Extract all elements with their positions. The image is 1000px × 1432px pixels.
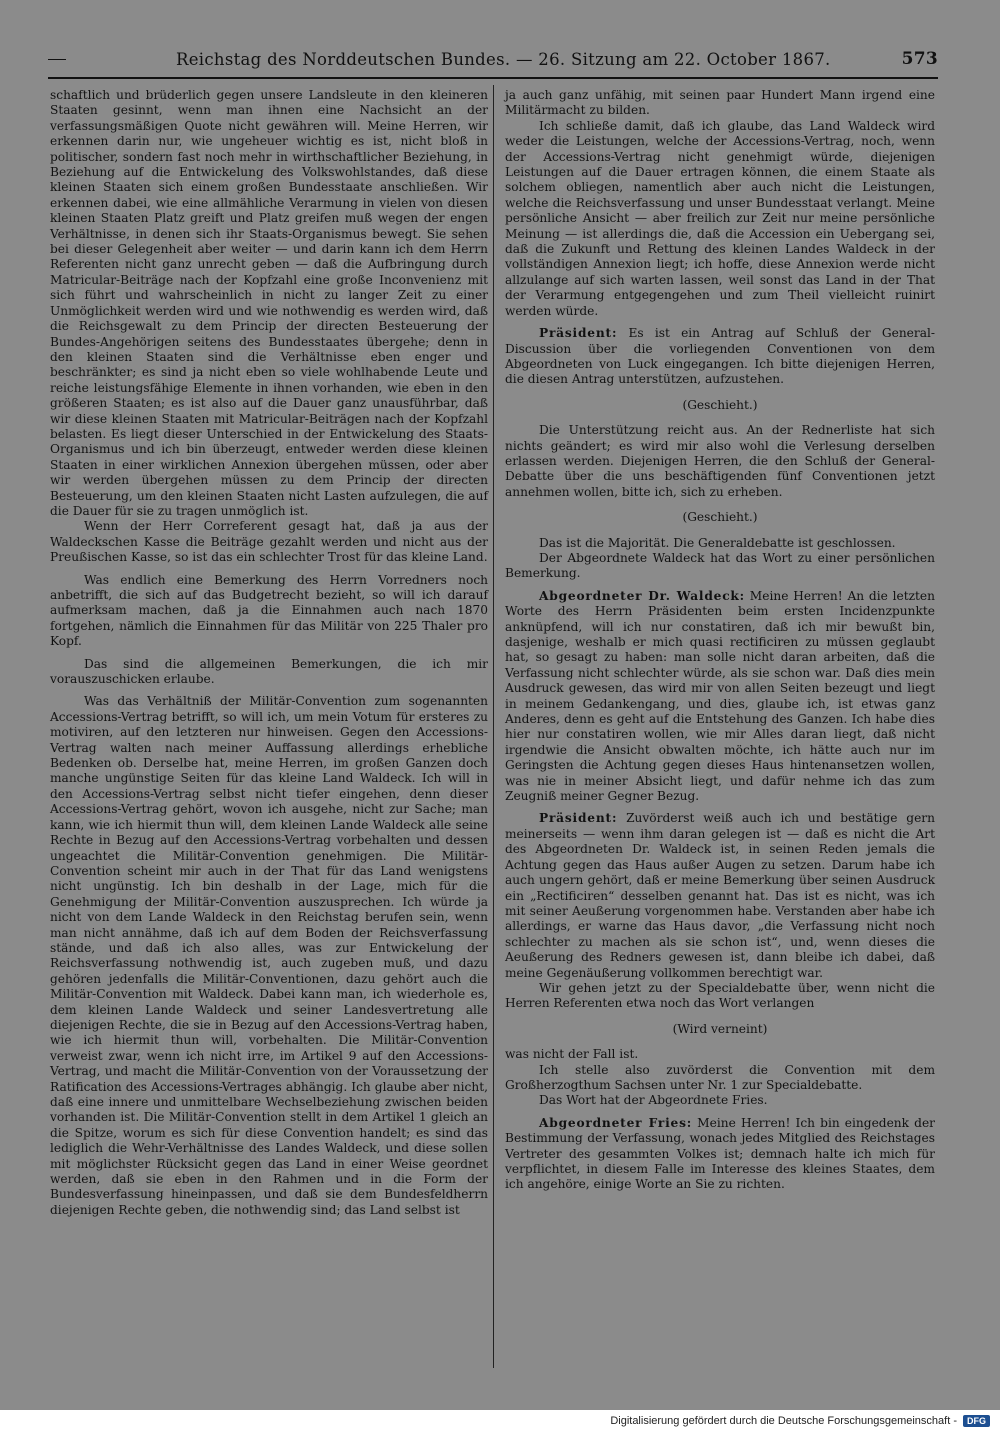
stage-direction: (Geschieht.) bbox=[682, 510, 758, 525]
speech-text: Meine Herren! Ich bin eingedenk der Bestimmung der Verfassung, wonach jedes Mitglied des Reichstages Vertreter des gesammten Volkes ist; demnach halte ich mich für verpflichtet, in diesem Falle im Interesse des kleines Staates, dem ich angehöre, einige Worte an Sie zu richten. bbox=[505, 1115, 935, 1192]
paragraph: Der Abgeordnete Waldeck hat das Wort zu einer persönlichen Bemerkung. bbox=[505, 550, 935, 581]
page-number: 573 bbox=[901, 49, 938, 69]
footer-bar bbox=[0, 1410, 1000, 1432]
paragraph: Wir gehen jetzt zu der Specialdebatte über, wenn nicht die Herren Referenten etwa noch das Wort verlangen bbox=[505, 980, 935, 1011]
page-header bbox=[48, 44, 938, 74]
speech-paragraph bbox=[505, 1116, 935, 1193]
speech-text: Zuvörderst weiß auch ich und bestätige gern meinerseits — wenn ihm daran gelegen ist — daß es nicht die Art des Abgeordneten Dr. Waldeck ist, in seinen Reden jemals die Achtung gegen das Haus außer Augen zu setzen. Darum habe ich auch ungern gehört, daß er meine Bemerkung über seinen Ausdruck ein „Rectificiren“ desselben genannt hat. Das ist es nicht, was ich mit seiner Aeußerung vorgenommen habe. Verstanden aber habe ich allerdings, er warne das Haus davor, „die Verfassung nicht noch schlechter zu machen als sie schon ist“, und, wenn dieses die Aeußerung des Redners gewesen ist, dann bleibe ich dabei, daß meine Gegenäußerung vollkommen berechtigt war. bbox=[505, 811, 935, 980]
paragraph: Das sind die allgemeinen Bemerkungen, die ich mir vorauszuschicken erlaube. bbox=[50, 656, 488, 687]
paragraph: Ich stelle also zuvörderst die Convention mit dem Großherzogthum Sachsen unter Nr. 1 zur Specialdebatte. bbox=[505, 1062, 935, 1092]
footer-credit: Digitalisierung gefördert durch die Deutsche Forschungsgemeinschaft - bbox=[610, 1415, 957, 1427]
paragraph: Das Wort hat der Abgeordnete Fries. bbox=[539, 1093, 768, 1108]
paragraph: Was das Verhältniß der Militär-Convention zum sogenannten Accessions-Vertrag betrifft, so will ich, um mein Votum für ersteres zu motiviren, auf den letzteren nur hinweisen. Gegen den Accessions-Vertrag walten nach meiner Auffassung allerdings erhebliche Bedenken ob. Derselbe hat, meine Herren, im großen Ganzen doch manche ungünstige Seiten für das kleine Land Waldeck. Ich will in den Accessions-Vertrag selbst nicht tiefer eingehen, denn dieser Accessions-Vertrag gehört, wovon ich ausgehe, nicht zur Sache; man kann, wie ich hiermit thun will, dem kleinen Lande Waldeck alle seine Rechte in Bezug auf den Accessions-Vertrag vorbehalten und dessen ungeachtet die Militär-Convention genehmigen. Die Militär-Convention scheint mir auch in der That für das Land wenigstens nicht ungünstig. Ich bin deshalb in der Lage, mich für die Genehmigung der Militär-Convention auszusprechen. Ich würde ja nicht von dem Lande Waldeck in den Reichstag berufen sein, wenn man nicht annähme, daß ich auf dem Boden der Reichsverfassung stände, und daß ich also alles, was zur Entwickelung der Reichsverfassung nothwendig ist, auch zugeben muß, und dazu gehören jedenfalls die Militär-Conventionen, dazu gehört auch die Militär-Convention mit Waldeck. Dabei kann man, ich wiederhole es, dem kleinen Lande Waldeck und seiner Landesvertretung alle diejenigen Rechte, die sie in Bezug auf den Accessions-Vertrag haben, wie ich hiermit thun will, vorbehalten. Die Militär-Convention verweist zwar, wenn ich nicht irre, im Artikel 9 auf den Accessions-Vertrag, und macht die Militär-Convention von der Voraussetzung der Ratification des Accessions-Vertrages abhängig. Ich glaube aber nicht, daß eine innere und unmittelbare Wechselbeziehung zwischen beiden vorhanden ist. Die Militär-Convention stellt in dem Artikel 1 gleich an die Spitze, worum es sich für diese Convention handelt; es sind das lediglich die Wehr-Verhältnisse des Landes Waldeck, und diese sollen mit möglichster Rücksicht gegen das Land in einer Weise geordnet werden, daß sie eben in den Rahmen und in die Form der Bundesverfassung hineinpassen, und daß sie dem Bundesfeldherrn diejenigen Rechte geben, die nothwendig sind; das Land selbst ist bbox=[50, 694, 488, 1217]
speech-text: Es ist ein Antrag auf Schluß der General-Discussion über die vorliegenden Conventionen von dem Abgeordneten von Luck eingegangen. Ich bitte diejenigen Herren, die diesen Antrag unterstützen, aufzustehen. bbox=[505, 326, 935, 387]
speaker-name: Abgeordneter Dr. Waldeck: bbox=[539, 588, 745, 603]
speech-paragraph bbox=[505, 326, 935, 388]
paragraph: ja auch ganz unfähig, mit seinen paar Hundert Mann irgend eine Militärmacht zu bilden. bbox=[505, 88, 935, 118]
left-column bbox=[50, 88, 488, 1218]
dfg-logo: DFG bbox=[963, 1415, 990, 1427]
paragraph: Das ist die Majorität. Die Generaldebatte ist geschlossen. bbox=[539, 535, 896, 550]
speech-text: Meine Herren! An die letzten Worte des Herrn Präsidenten beim ersten Incidenzpunkte anknüpfend, will ich nur constatiren, daß ich mir bewußt bin, dasjenige, weshalb er mich quasi rectificiren zu müssen geglaubt hat, so gesagt zu haben: man solle nicht daran arbeiten, daß die Verfassung nicht schlechter würde, als sie schon war. Daß dies mein Ausdruck gewesen, das wird mir von allen Seiten bezeugt und liegt in meinem Gedankengang, und dies, glaube ich, ist etwas ganz Anderes, denn es geht auf die Entstehung des Ganzen. Ich habe dies hier nur constatiren wollen, wie mir Alles daran liegt, daß nicht irgendwie die Ansicht obwalten möchte, ich hätte auch nur im Geringsten die Achtung gegen dieses Haus hintenansetzen wollen, was nie in meiner Absicht liegt, und dafür nehme ich das zum Zeugniß meiner Gegner Bezug. bbox=[505, 588, 935, 804]
speaker-name: Abgeordneter Fries: bbox=[539, 1115, 693, 1130]
column-divider bbox=[493, 85, 494, 1368]
speaker-name: Präsident: bbox=[539, 811, 618, 826]
speech-paragraph bbox=[505, 589, 935, 805]
stage-direction: (Geschieht.) bbox=[682, 397, 758, 412]
paragraph: Wenn der Herr Correferent gesagt hat, daß ja aus der Waldeckschen Kasse die Beiträge gezahlt werden und nicht aus der Preußischen Kasse, so ist das ein schlechter Trost für das kleine Land. bbox=[50, 519, 488, 565]
paragraph: Ich schließe damit, daß ich glaube, das Land Waldeck wird weder die Leistungen, welche der Accessions-Vertrag, noch, wenn der Accessions-Vertrag nicht genehmigt würde, diejenigen Leistungen auf die Dauer ertragen können, die einem Staate als solchem obliegen, namentlich aber auch nicht die Leistungen, welche die Reichsverfassung und unser Bundesstaat verlangt. Meine persönliche Ansicht — aber freilich zur Zeit nur meine persönliche Meinung — ist allerdings die, daß die Accession ein Uebergang sei, daß die Zukunft und Rettung des kleinen Landes Waldeck in der vollständigen Annexion liegt; ich hoffe, diese Annexion werde nicht allzulange auf sich warten lassen, weil sonst das Land in der That der Verarmung entgegengehen und zum Theil vielleicht ruinirt werden würde. bbox=[505, 118, 935, 318]
paragraph: Die Unterstützung reicht aus. An der Rednerliste hat sich nichts geändert; es wird mir also wohl die Verlesung derselben erlassen werden. Diejenigen Herren, die den Schluß der General-Debatte über die uns beschäftigenden fünf Conventionen jetzt annehmen wollen, bitte ich, sich zu erheben. bbox=[505, 423, 935, 499]
stage-direction: (Wird verneint) bbox=[672, 1021, 768, 1036]
speech-paragraph bbox=[505, 811, 935, 980]
paragraph: was nicht der Fall ist. bbox=[505, 1047, 639, 1062]
speaker-name: Präsident: bbox=[539, 326, 618, 341]
header-title: Reichstag des Norddeutschen Bundes. — 26. Sitzung am 22. October 1867. bbox=[176, 49, 831, 69]
header-dash bbox=[48, 59, 66, 60]
paragraph: Was endlich eine Bemerkung des Herrn Vorredners noch anbetrifft, die sich auf das Budgetrecht bezieht, so will ich darauf aufmerksam machen, daß ja die Einnahmen auch nach 1870 fortgehen, nämlich die Einnahmen für das Militär von 225 Thaler pro Kopf. bbox=[50, 572, 488, 649]
paragraph: schaftlich und brüderlich gegen unsere Landsleute in den kleineren Staaten gesinnt, wenn man ihnen eine Nachsicht an der verfassungsmäßigen Quote nicht gewähren will. Meine Herren, wir erkennen darin nur, wie ungeheuer wichtig es ist, nicht bloß in politischer, sondern fast noch mehr in wirthschaftlicher Beziehung, in Beziehung auf die Entwickelung des Volkswohlstandes, daß diese kleinen Staaten sich einem großen Bundesstaate anschließen. Wir erkennen dabei, wie eine allmähliche Verarmung in vielen von diesen kleinen Staaten Platz greift und Platz greifen muß wegen der engen Verhältnisse, in denen sich ihr Staats-Organismus bewegt. Sie sehen bei dieser Gelegenheit aber weiter — und darin kann ich dem Herrn Referenten nicht ganz unrecht geben — daß die Aufbringung durch Matricular-Beiträge nach der Kopfzahl eine große Inconvenienz mit sich führt und wahrscheinlich in nicht zu langer Zeit zu einer Unmöglichkeit werden wird und wie nothwendig es werden wird, daß die Reichsgewalt zu dem Princip der directen Besteuerung der Bundes-Angehörigen seitens des Bundesstaates übergehe; denn in den kleinen Staaten sind die Verhältnisse eben enger und beschränkter; es sind ja nicht eben so viele wohlhabende Leute und reiche leistungsfähige Elemente in ihnen vorhanden, wie eben in den größeren Staaten; es ist also auf die Dauer ganz unausführbar, daß wir diese kleinen Staaten mit Matricular-Beiträgen nach der Kopfzahl belasten. Es liegt dieser Unterschied in der Entwickelung des Staats-Organismus und ich bin überzeugt, entweder werden diese kleinen Staaten in einer wirklichen Annexion übergehen müssen, oder aber wir werden übergehen müssen zu dem Princip der directen Besteuerung, um den kleinen Staaten nicht Lasten aufzulegen, die auf die Dauer für sie zu tragen unmöglich ist. bbox=[50, 88, 488, 518]
header-rule bbox=[48, 77, 938, 79]
right-column bbox=[505, 88, 935, 1193]
